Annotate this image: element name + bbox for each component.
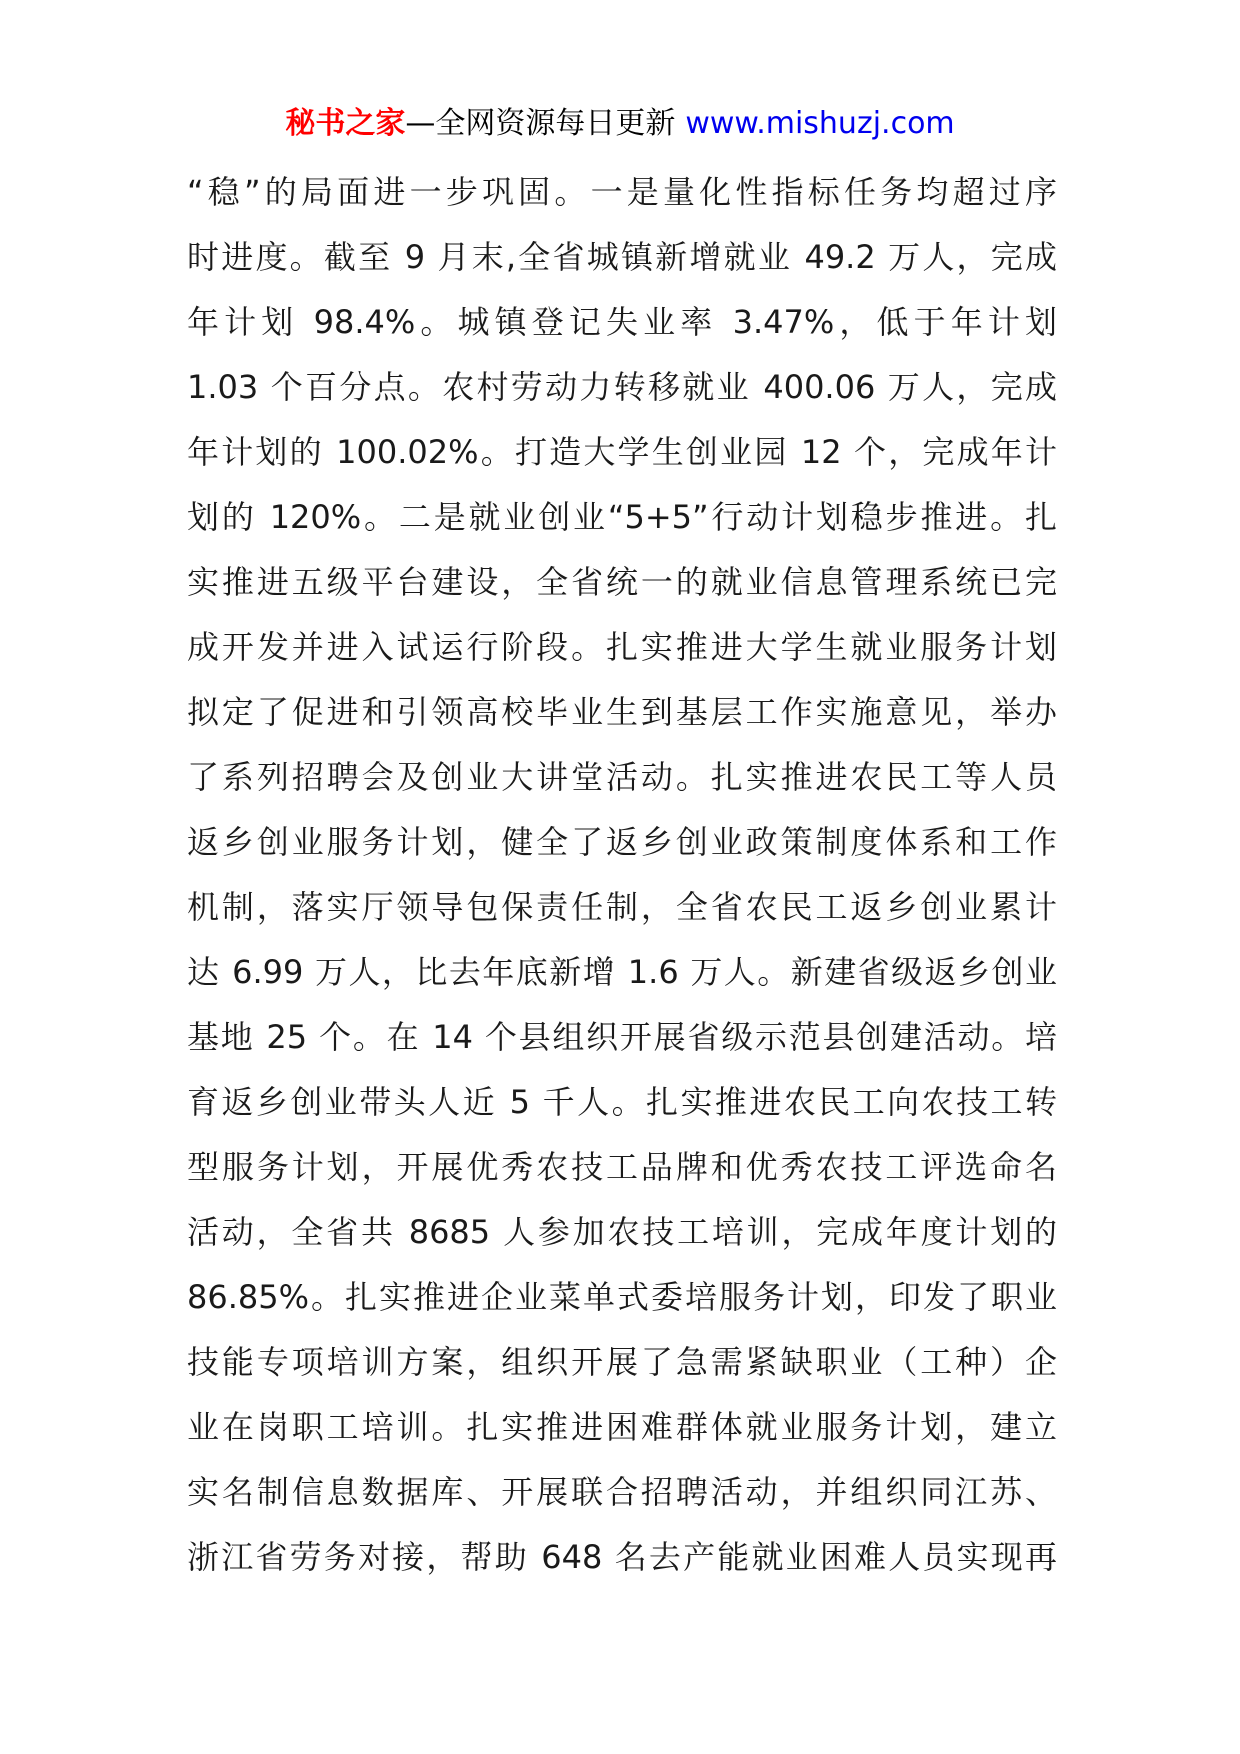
body-line: 基地 25 个。在 14 个县组织开展省级示范县创建活动。培 [187, 1018, 1057, 1056]
brand-name: 秘书之家 [285, 106, 406, 141]
body-line: 86.85%。扎实推进企业菜单式委培服务计划，印发了职业 [187, 1278, 1057, 1316]
body-line: 实名制信息数据库、开展联合招聘活动，并组织同江苏、 [187, 1473, 1057, 1511]
body-line: 活动，全省共 8685 人参加农技工培训，完成年度计划的 [187, 1213, 1057, 1251]
body-line: 浙江省劳务对接，帮助 648 名去产能就业困难人员实现再 [187, 1538, 1057, 1576]
header-tagline: —全网资源每日更新 [405, 106, 676, 141]
body-line: 育返乡创业带头人近 5 千人。扎实推进农民工向农技工转 [187, 1083, 1057, 1121]
document-body [187, 160, 1057, 1590]
body-line: 技能专项培训方案，组织开展了急需紧缺职业（工种）企 [187, 1343, 1057, 1381]
body-line: 返乡创业服务计划，健全了返乡创业政策制度体系和工作 [187, 823, 1057, 861]
body-line: 年计划的 100.02%。打造大学生创业园 12 个，完成年计 [187, 433, 1057, 471]
body-line: 实推进五级平台建设，全省统一的就业信息管理系统已完 [187, 563, 1057, 601]
body-line: 时进度。截至 9 月末,全省城镇新增就业 49.2 万人，完成 [187, 238, 1057, 276]
body-line: 业在岗职工培训。扎实推进困难群体就业服务计划，建立 [187, 1408, 1057, 1446]
body-line: 成开发并进入试运行阶段。扎实推进大学生就业服务计划 [187, 628, 1057, 666]
body-line: 年计划 98.4%。城镇登记失业率 3.47%，低于年计划 [187, 303, 1057, 341]
body-line: “稳”的局面进一步巩固。一是量化性指标任务均超过序 [187, 173, 1057, 211]
body-line: 了系列招聘会及创业大讲堂活动。扎实推进农民工等人员 [187, 758, 1057, 796]
body-line: 型服务计划，开展优秀农技工品牌和优秀农技工评选命名 [187, 1148, 1057, 1186]
site-url-link[interactable]: www.mishuzj.com [685, 106, 955, 141]
body-line: 1.03 个百分点。农村劳动力转移就业 400.06 万人，完成 [187, 368, 1057, 406]
body-line: 划的 120%。二是就业创业“5+5”行动计划稳步推进。扎 [187, 498, 1057, 536]
body-line: 达 6.99 万人，比去年底新增 1.6 万人。新建省级返乡创业 [187, 953, 1057, 991]
body-line: 机制，落实厅领导包保责任制，全省农民工返乡创业累计 [187, 888, 1057, 926]
page-header [0, 100, 1240, 148]
body-line: 拟定了促进和引领高校毕业生到基层工作实施意见，举办 [187, 693, 1057, 731]
